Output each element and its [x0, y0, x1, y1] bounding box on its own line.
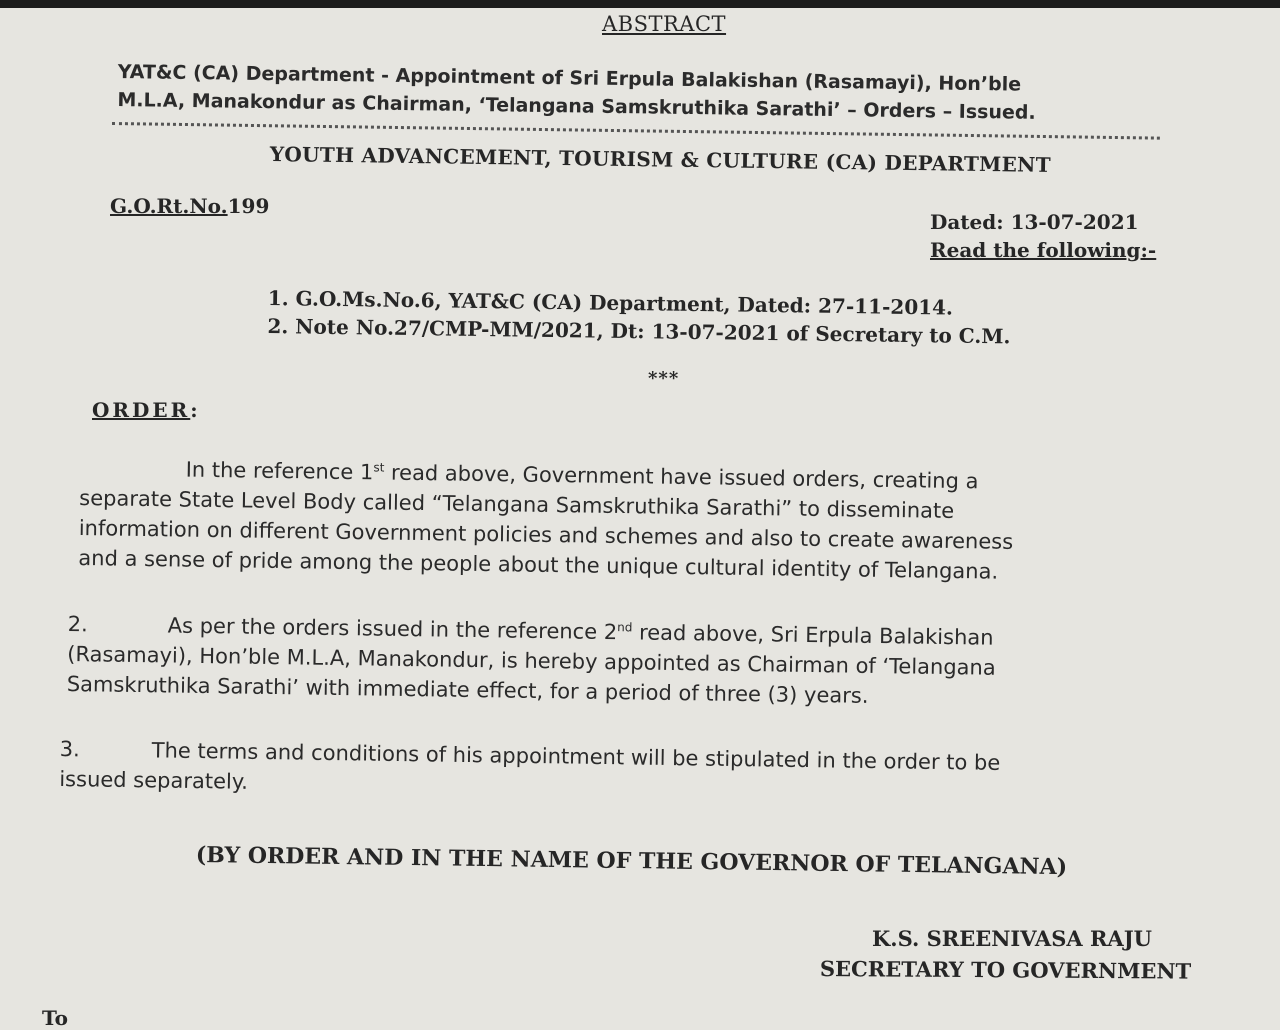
subject-line-2: M.L.A, Manakondur as Chairman, ‘Telangana Samskruthika Sarathi’ – Orders – Issued.: [117, 88, 1036, 124]
paragraph-3-number: 3.: [59, 736, 81, 762]
go-number-value: 199: [227, 194, 270, 218]
subject-line-1: YAT&C (CA) Department - Appointment of Sri Erpula Balakishan (Rasamayi), Hon’ble: [117, 60, 1022, 96]
para1-text-b: read above, Government have issued orders, creating a: [384, 460, 979, 494]
subject-text: [117, 58, 1163, 129]
para2-superscript: nd: [617, 620, 633, 635]
read-following-label: Read the following:-: [930, 238, 1157, 262]
signatory-title: SECRETARY TO GOVERNMENT: [819, 956, 1192, 984]
order-heading-text: ORDER: [92, 398, 191, 422]
para2-text-a: As per the orders issued in the reference 2: [167, 613, 618, 645]
paragraph-2-number: 2.: [67, 611, 88, 637]
paragraph-2-line: Samskruthika Sarathi’ with immediate effect, for a period of three (3) years.: [66, 671, 869, 708]
page-top-edge: [0, 0, 1280, 8]
reference-item: 2. Note No.27/CMP-MM/2021, Dt: 13-07-2021 of Secretary to C.M.: [267, 313, 1011, 349]
para3-text: The terms and conditions of his appointment will be stipulated in the order to be: [151, 738, 1001, 775]
paragraph-1-line: information on different Government policies and schemes and also to create awareness: [78, 515, 1014, 554]
by-order-line: (BY ORDER AND IN THE NAME OF THE GOVERNOR OF TELANGANA): [195, 842, 1068, 881]
go-number-prefix: G.O.Rt.No.: [110, 194, 228, 218]
order-heading: [92, 398, 201, 422]
order-paragraph-3: [59, 734, 1000, 808]
separator-stars: ***: [648, 368, 680, 389]
order-paragraph-1: [78, 448, 1014, 587]
para2-text-b: read above, Sri Erpula Balakishan: [632, 620, 994, 650]
reference-list: [267, 284, 1011, 350]
order-heading-colon: :: [190, 398, 201, 422]
paragraph-3-line: issued separately.: [59, 766, 249, 794]
paragraph-1-line: and a sense of pride among the people about the unique cultural identity of Telangana.: [78, 545, 999, 584]
abstract-heading: ABSTRACT: [602, 12, 727, 36]
go-date: Dated: 13-07-2021: [930, 210, 1139, 234]
department-title: YOUTH ADVANCEMENT, TOURISM & CULTURE (CA) DEPARTMENT: [269, 142, 1052, 177]
para1-text-a: In the reference 1: [185, 457, 374, 485]
order-paragraph-2: [67, 604, 997, 713]
paragraph-2-line: (Rasamayi), Hon’ble M.L.A, Manakondur, is hereby appointed as Chairman of ‘Telangana: [67, 641, 996, 680]
reference-item: 1. G.O.Ms.No.6, YAT&C (CA) Department, Dated: 27-11-2014.: [267, 285, 954, 320]
para1-superscript: st: [373, 460, 385, 475]
go-number: [110, 194, 269, 218]
signatory-name: K.S. SREENIVASA RAJU: [872, 926, 1152, 951]
paragraph-1-line: separate State Level Body called “Telangana Samskruthika Sarathi” to disseminate: [79, 485, 955, 523]
to-label: To: [42, 1006, 68, 1030]
